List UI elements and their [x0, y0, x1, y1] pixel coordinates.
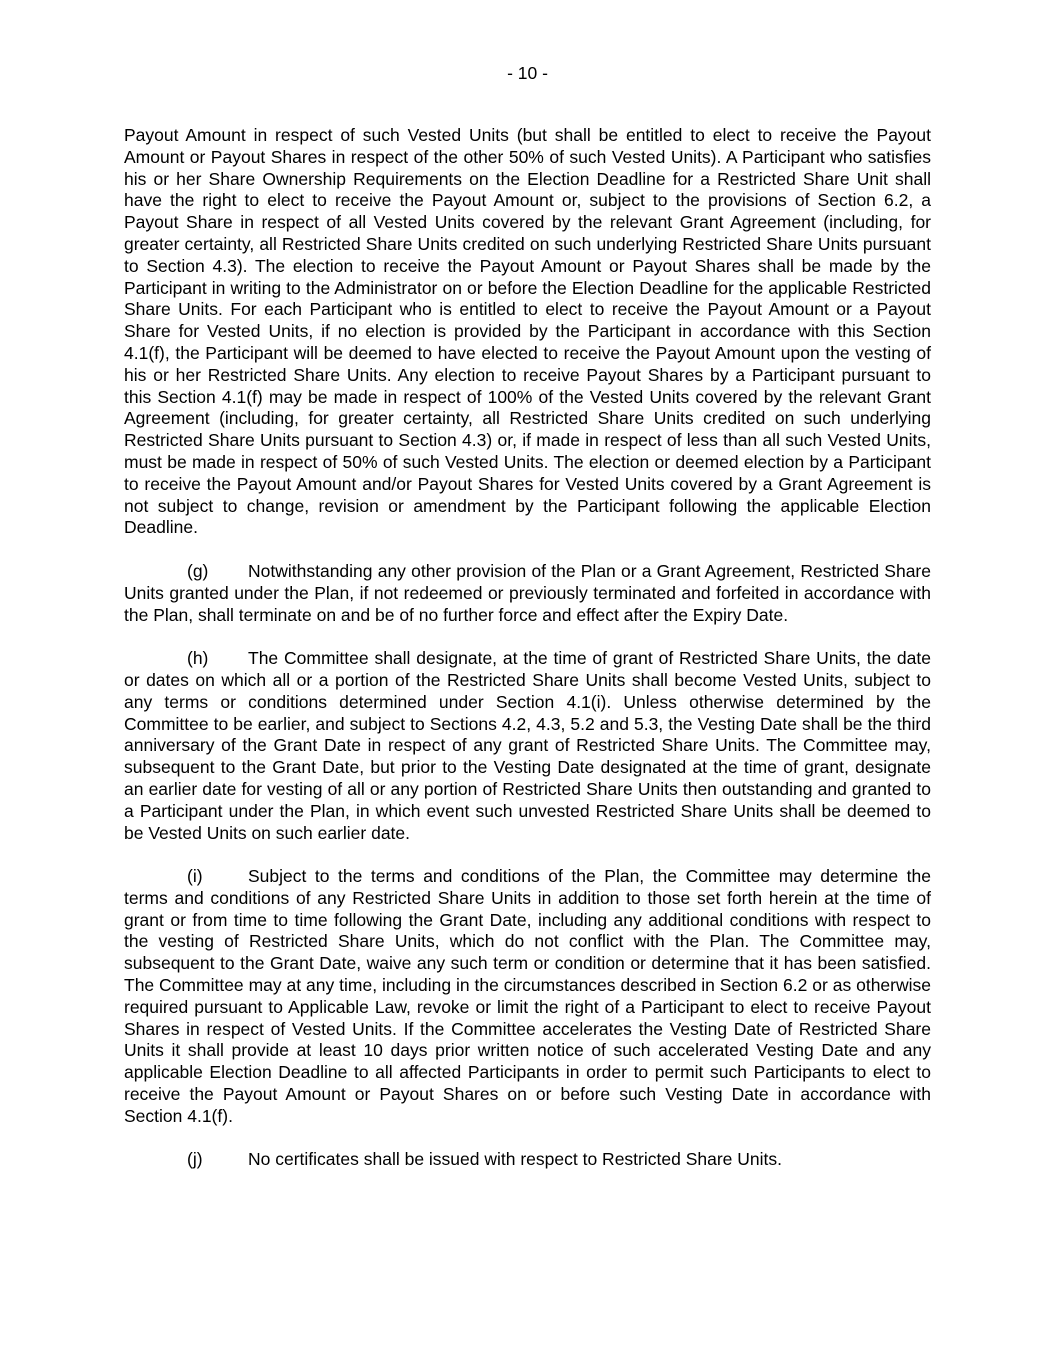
paragraph-i-label: (i): [187, 866, 203, 887]
paragraph-j-label: (j): [187, 1149, 203, 1170]
page-number: - 10 -: [507, 63, 548, 83]
document-body: [124, 125, 931, 1193]
paragraph-h-text: The Committee shall designate, at the time of grant of Restricted Share Units, the date or dates on which all or a portion of the Restricted Share Units shall become Vested Units, subject to any terms or conditions determined under Section 4.1(i). Unless otherwise determined by the Committee to be earlier, and subject to Sections 4.2, 4.3, 5.2 and 5.3, the Vesting Date shall be the third anniversary of the Grant Date in respect of any grant of Restricted Share Units. The Committee may, subsequent to the Grant Date, but prior to the Vesting Date designated at the time of grant, designate an earlier date for vesting of all or any portion of Restricted Share Units then outstanding and granted to a Participant under the Plan, in which event such unvested Restricted Share Units shall be deemed to be Vested Units on such earlier date.: [124, 648, 931, 843]
paragraph-g: [124, 561, 931, 626]
paragraph-h-label: (h): [187, 648, 209, 669]
paragraph-i-text: Subject to the terms and conditions of the Plan, the Committee may determine the terms and conditions of any Restricted Share Units in addition to those set forth herein at the time of grant or from time to time following the Grant Date, including any additional conditions with respect to the vesting of Restricted Share Units, which do not conflict with the Plan. The Committee may, subsequent to the Grant Date, waive any such term or condition or determine that it has been satisfied. The Committee may at any time, including in the circumstances described in Section 6.2 or as otherwise required pursuant to Applicable Law, revoke or limit the right of a Participant to elect to receive Payout Shares in respect of Vested Units. If the Committee accelerates the Vesting Date of Restricted Share Units it shall provide at least 10 days prior written notice of such accelerated Vesting Date and any applicable Election Deadline to all affected Participants in order to permit such Participants to elect to receive the Payout Amount or Payout Shares on or before such Vesting Date in accordance with Section 4.1(f).: [124, 866, 931, 1126]
continuation-paragraph: Payout Amount in respect of such Vested Units (but shall be entitled to elect to receive the Payout Amount or Payout Shares in respect of the other 50% of such Vested Units). A Participant who satisfies his or her Share Ownership Requirements on the Election Deadline for a Restricted Share Unit shall have the right to elect to receive the Payout Amount or, subject to the provisions of Section 6.2, a Payout Share in respect of all Vested Units covered by the relevant Grant Agreement (including, for greater certainty, all Restricted Share Units credited on such underlying Restricted Share Units pursuant to Section 4.3). The election to receive the Payout Amount or Payout Shares shall be made by the Participant in writing to the Administrator on or before the Election Deadline for the applicable Restricted Share Units. For each Participant who is entitled to elect to receive the Payout Amount or a Payout Share for Vested Units, if no election is provided by the Participant in accordance with this Section 4.1(f), the Participant will be deemed to have elected to receive the Payout Amount upon the vesting of his or her Restricted Share Units. Any election to receive Payout Shares by a Participant pursuant to this Section 4.1(f) may be made in respect of 100% of the Vested Units covered by the relevant Grant Agreement (including, for greater certainty, all Restricted Share Units credited on such underlying Restricted Share Units pursuant to Section 4.3) or, if made in respect of less than all such Vested Units, must be made in respect of 50% of such Vested Units. The election or deemed election by a Participant to receive the Payout Amount and/or Payout Shares for Vested Units covered by a Grant Agreement is not subject to change, revision or amendment by the Participant following the applicable Election Deadline.: [124, 125, 931, 538]
paragraph-j: [124, 1149, 931, 1171]
paragraph-i: [124, 866, 931, 1128]
paragraph-j-text: No certificates shall be issued with respect to Restricted Share Units.: [248, 1149, 782, 1170]
paragraph-g-text: Notwithstanding any other provision of the Plan or a Grant Agreement, Restricted Share Units granted under the Plan, if not redeemed or previously terminated and forfeited in accordance with the Plan, shall terminate on and be of no further force and effect after the Expiry Date.: [124, 560, 931, 625]
paragraph-g-label: (g): [187, 560, 209, 581]
paragraph-h: [124, 648, 931, 844]
